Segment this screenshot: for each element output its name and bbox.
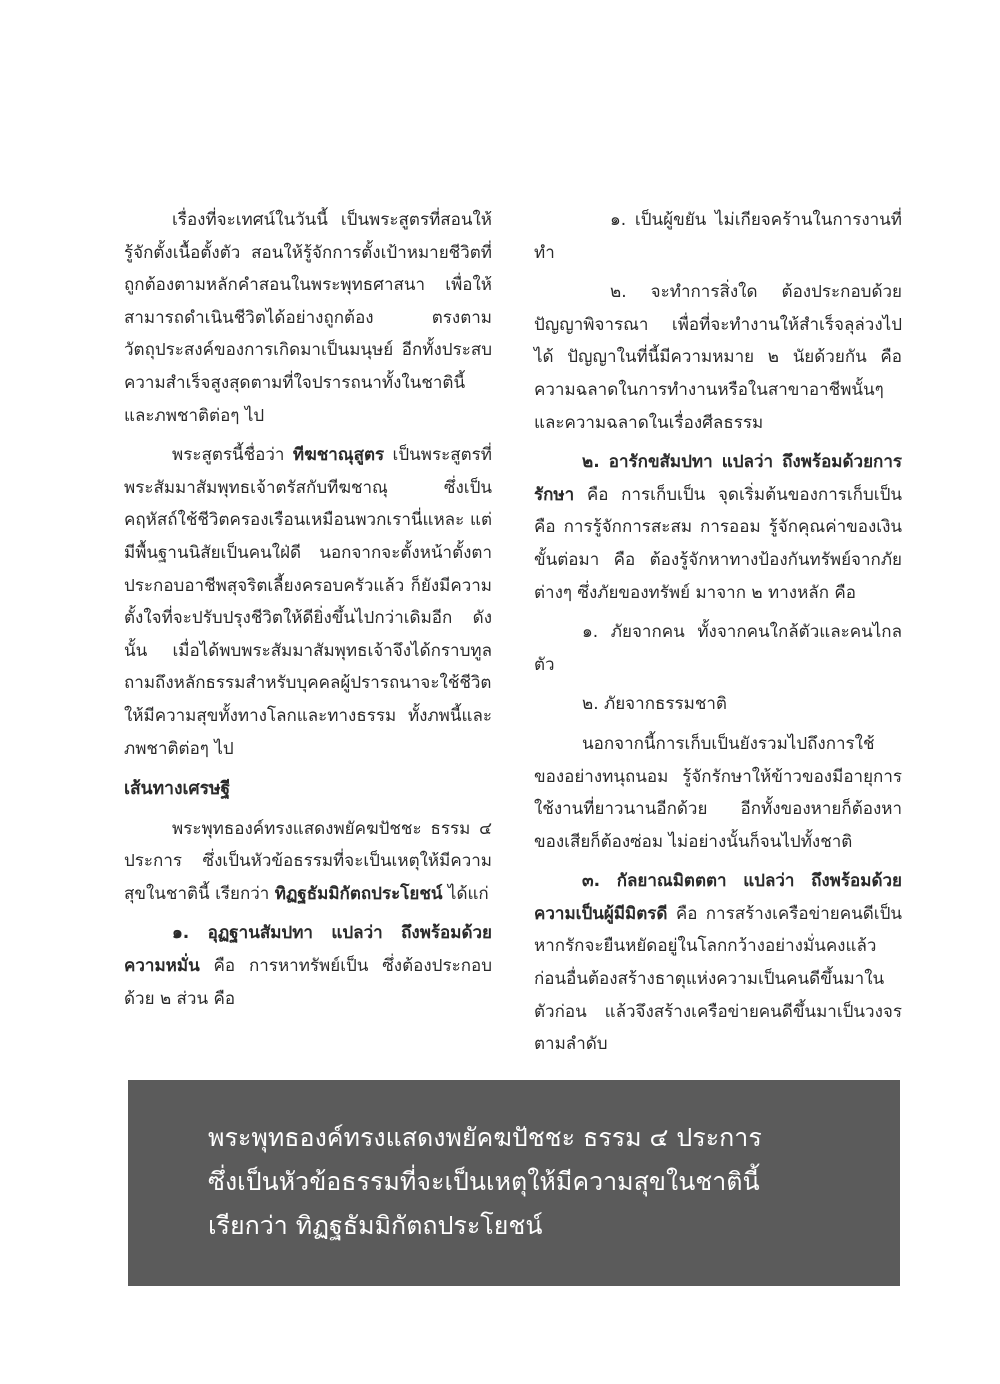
quote-text — [208, 1116, 888, 1248]
principle-1-paragraph: ๑. อุฏฐานสัมปทา แปลว่า ถึงพร้อมด้วยความหมั่น คือ การหาทรัพย์เป็น ซึ่งต้องประกอบด้วย ๒ ส่วน คือ — [124, 923, 492, 1009]
list-item: ๑. เป็นผู้ขยัน ไม่เกียจคร้านในการงานที่ทำ — [534, 210, 902, 263]
quote-line: พระพุทธองค์ทรงแสดงพยัคฆปัชชะ ธรรม ๔ ประการ — [208, 1123, 762, 1152]
left-column — [124, 204, 492, 1015]
saving-paragraph: นอกจากนี้การเก็บเป็นยังรวมไปถึงการใช้ของอย่างทนุถนอม รู้จักรักษาให้ข้าวของมีอายุการใช้งานที่ยาวนานอีกด้วย อีกทั้งของหายก็ต้องหา ของเสียก็ต้องซ่อม ไม่อย่างนั้นก็จนไปทั้งชาติ — [534, 733, 902, 852]
principle-2-title: ๒. อารักขสัมปทา แปลว่า ถึงพร้อมด้วยการรักษา — [534, 452, 902, 505]
dhamma-term: ทิฏฐธัมมิกัตถประโยชน์ — [274, 883, 443, 904]
quote-line: เรียกว่า ทิฏฐธัมมิกัตถประโยชน์ — [208, 1211, 543, 1240]
quote-line: ซึ่งเป็นหัวข้อธรรมที่จะเป็นเหตุให้มีความสุขในชาตินี้ — [208, 1167, 760, 1196]
dhamma-paragraph: พระพุทธองค์ทรงแสดงพยัคฆปัชชะ ธรรม ๔ ประการ ซึ่งเป็นหัวข้อธรรมที่จะเป็นเหตุให้มีความสุขในชาตินี้ เรียกว่า ทิฏฐธัมมิกัตถประโยชน์ ได้แก่ — [124, 818, 492, 904]
list-item: ๒. จะทำการสิ่งใด ต้องประกอบด้วยปัญญาพิจารณา เพื่อที่จะทำงานให้สำเร็จลุล่วงไปได้ ปัญญาในที่นี้มีความหมาย ๒ นัยด้วยกัน คือ ความฉลาดในการทำงานหรือในสาขาอาชีพนั้นๆ และความฉลาดในเรื่องศีลธรรม — [534, 282, 902, 433]
sutta-paragraph: พระสูตรนี้ชื่อว่า ทีฆชาณุสูตร เป็นพระสูตรที่พระสัมมาสัมพุทธเจ้าตรัสกับทีฆชาณุ ซึ่งเป็นคฤหัสถ์ใช้ชีวิตครองเรือนเหมือนพวกเรานี่แหละ แต่มีพื้นฐานนิสัยเป็นคนใฝ่ดี นอกจากจะตั้งหน้าตั้งตาประกอบอาชีพสุจริตเลี้ยงครอบครัวแล้ว ก็ยังมีความตั้งใจที่จะปรับปรุงชีวิตให้ดียิ่งขึ้นไปกว่าเดิมอีก ดังนั้น เมื่อได้พบพระสัมมาสัมพุทธเจ้าจึงได้กราบทูลถามถึงหลักธรรมสำหรับบุคคลผู้ปรารถนาจะใช้ชีวิตให้มีความสุขทั้งทางโลกและทางธรรม ทั้งภพนี้และภพชาติต่อๆ ไป — [124, 445, 492, 759]
quote-box — [128, 1080, 900, 1286]
principle-3-title: ๓. กัลยาณมิตตตา แปลว่า ถึงพร้อมด้วยความเป็นผู้มีมิตรดี — [534, 871, 902, 924]
list-item: ๑. ภัยจากคน ทั้งจากคนใกล้ตัวและคนไกลตัว — [534, 622, 902, 675]
right-column — [534, 204, 902, 1061]
sutta-name: ทีฆชาณุสูตร — [292, 445, 385, 466]
principle-3-paragraph: ๓. กัลยาณมิตตตา แปลว่า ถึงพร้อมด้วยความเป็นผู้มีมิตรดี คือ การสร้างเครือข่ายคนดีเป็น หากรักจะยืนหยัดอยู่ในโลกกว้างอย่างมั่นคงแล้ว ก่อนอื่นต้องสร้างธาตุแห่งความเป็นคนดีขึ้นมาในตัวก่อน แล้วจึงสร้างเครือข่ายคนดีขึ้นมาเป็นวงจรตามลำดับ — [534, 871, 902, 1055]
section-heading: เส้นทางเศรษฐี — [124, 779, 231, 800]
principle-1-title: ๑. อุฏฐานสัมปทา แปลว่า ถึงพร้อมด้วยความหมั่น — [124, 923, 492, 977]
principle-2-paragraph: ๒. อารักขสัมปทา แปลว่า ถึงพร้อมด้วยการรักษา คือ การเก็บเป็น จุดเริ่มต้นของการเก็บเป็น คือ การรู้จักการสะสม การออม รู้จักคุณค่าของเงิน ขั้นต่อมา คือ ต้องรู้จักหาทางป้องกันทรัพย์จากภัยต่างๆ ซึ่งภัยของทรัพย์ มาจาก ๒ ทางหลัก คือ — [534, 452, 902, 603]
list-item: ๒. ภัยจากธรรมชาติ — [582, 694, 727, 715]
intro-paragraph: เรื่องที่จะเทศน์ในวันนี้ เป็นพระสูตรที่สอนให้รู้จักตั้งเนื้อตั้งตัว สอนให้รู้จักการตั้งเป้าหมายชีวิตที่ถูกต้องตามหลักคำสอนในพระพุทธศาสนา เพื่อให้สามารถดำเนินชีวิตได้อย่างถูกต้อง ตรงตามวัตถุประสงค์ของการเกิดมาเป็นมนุษย์ อีกทั้งประสบความสำเร็จสูงสุดตามที่ใจปรารถนาทั้งในชาตินี้และภพชาติต่อๆ ไป — [124, 210, 492, 426]
